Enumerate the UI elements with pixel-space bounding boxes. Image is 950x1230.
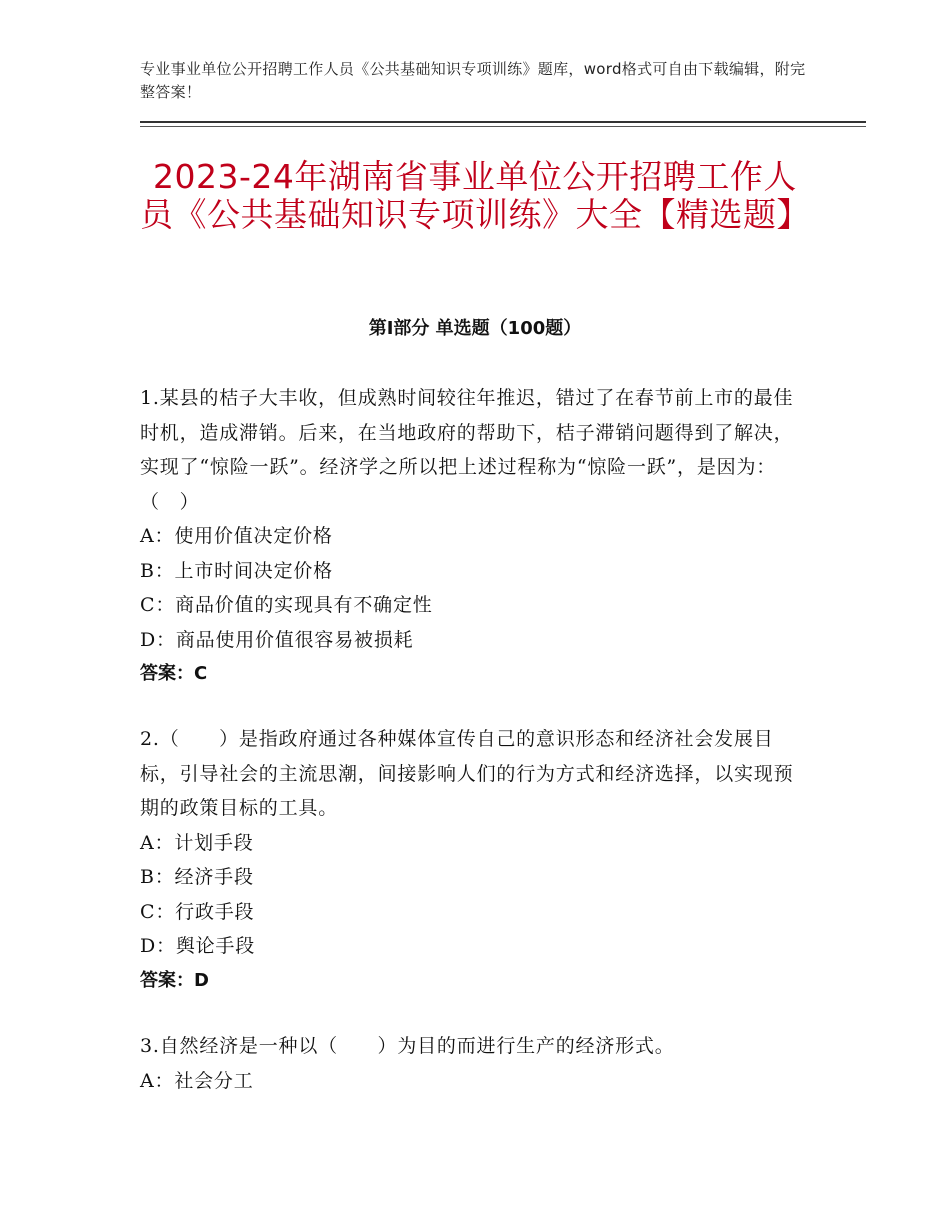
option-a: A：社会分工 — [140, 1069, 254, 1092]
option-a: A：计划手段 — [140, 831, 254, 854]
question-1 — [140, 381, 805, 692]
question-stem: 1.某县的桔子大丰收，但成熟时间较往年推迟，错过了在春节前上市的最佳时机，造成滞销。后来，在当地政府的帮助下，桔子滞销问题得到了解决，实现了“惊险一跃”。经济学之所以把上述过程称为“惊险一跃”，是因为：（ ） — [140, 387, 794, 513]
question-stem: 2.（ ）是指政府通过各种媒体宣传自己的意识形态和经济社会发展目标，引导社会的主流思潮，间接影响人们的行为方式和经济选择，以实现预期的政策目标的工具。 — [140, 728, 794, 819]
document-title: 2023-24年湖南省事业单位公开招聘工作人员《公共基础知识专项训练》大全【精选题】 — [140, 157, 810, 234]
option-c: C：行政手段 — [140, 900, 255, 923]
option-d: D：商品使用价值很容易被损耗 — [140, 628, 414, 651]
option-c: C：商品价值的实现具有不确定性 — [140, 594, 433, 616]
option-d: D：舆论手段 — [140, 935, 256, 957]
header-divider-thin — [140, 126, 866, 127]
option-b: B：经济手段 — [140, 866, 254, 888]
header-divider-thick — [140, 121, 866, 123]
section-title: 第Ⅰ部分 单选题（100题） — [368, 318, 582, 339]
header-note: 专业事业单位公开招聘工作人员《公共基础知识专项训练》题库，word格式可自由下载编辑，附完整答案！ — [140, 60, 806, 101]
question-2 — [140, 722, 805, 998]
question-stem: 3.自然经济是一种以（ ）为目的而进行生产的经济形式。 — [140, 1035, 675, 1057]
option-b: B：上市时间决定价格 — [140, 559, 333, 582]
question-3 — [140, 1029, 805, 1098]
answer: 答案：C — [140, 663, 208, 684]
option-a: A：使用价值决定价格 — [140, 525, 333, 547]
answer: 答案：D — [140, 969, 209, 991]
